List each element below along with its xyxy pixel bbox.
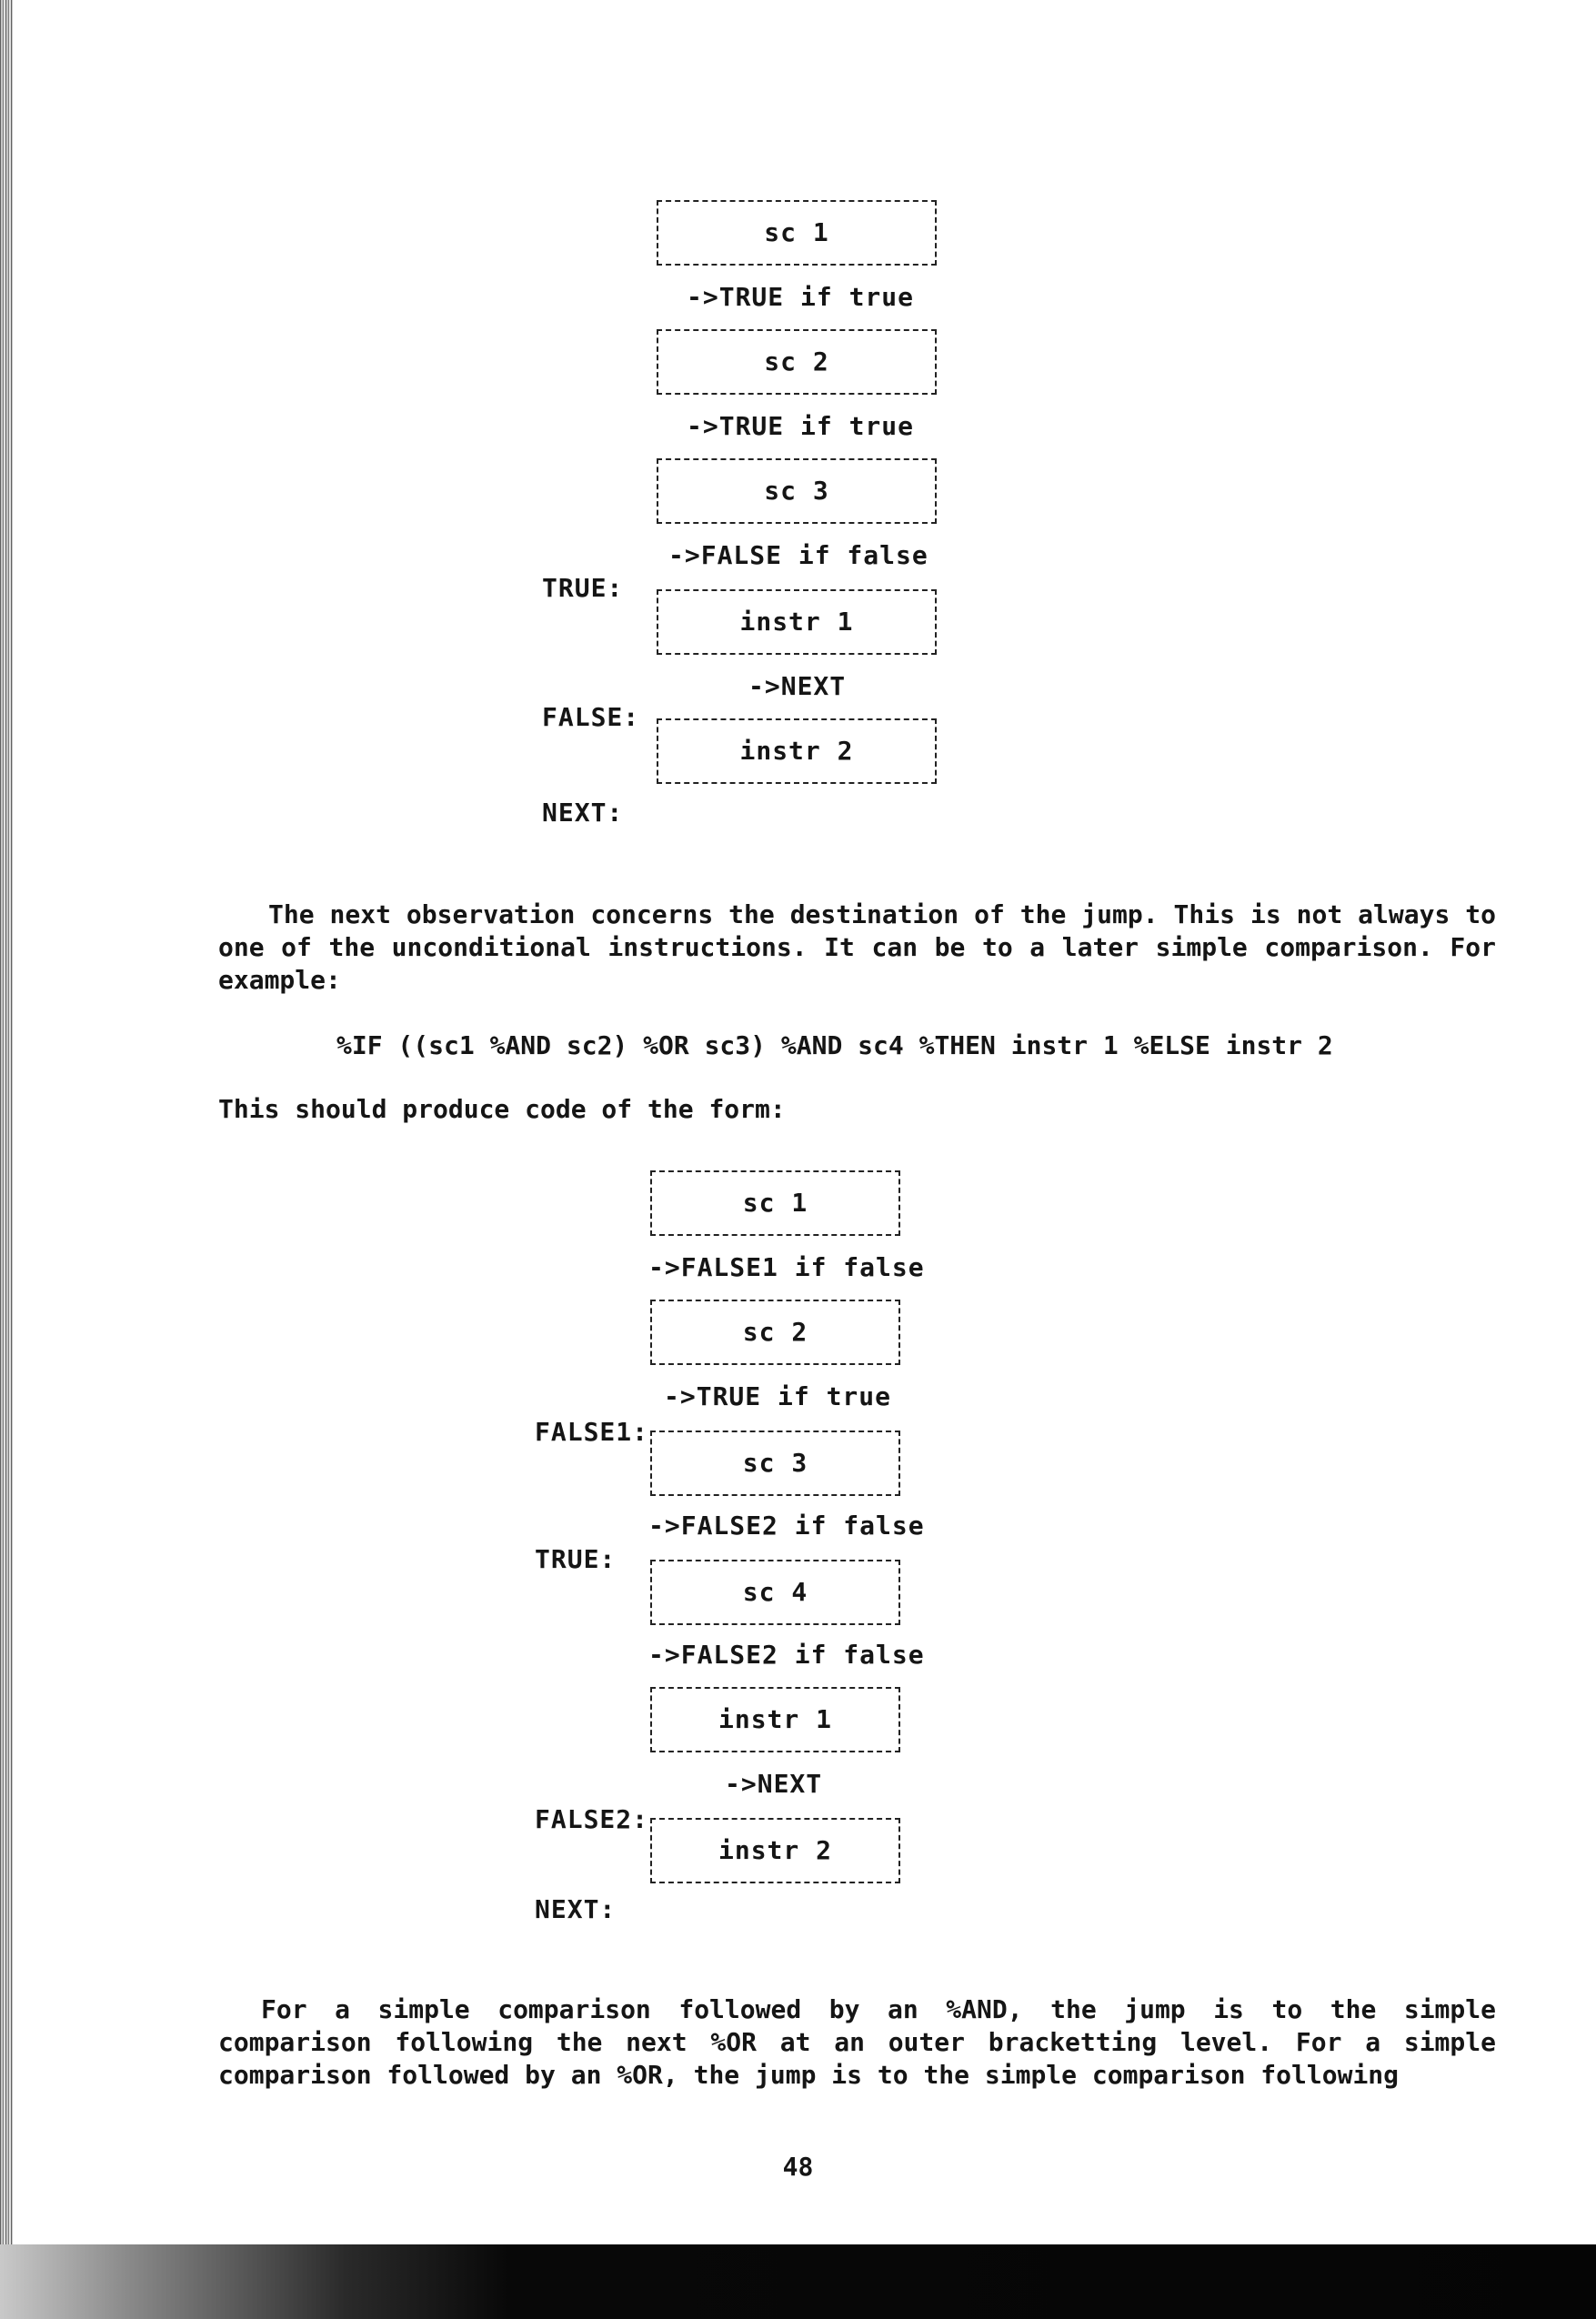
jump-label: ->FALSE2 if false (648, 1511, 925, 1541)
jump-label: ->TRUE if true (687, 282, 915, 312)
box-label: sc 3 (742, 1448, 808, 1478)
code-box (650, 1170, 900, 1236)
code-box (650, 1431, 900, 1496)
lead-in-text: This should produce code of the form: (218, 1094, 786, 1124)
code-box (650, 1818, 900, 1883)
label-true: TRUE: (542, 573, 624, 603)
page-number: 48 (782, 2152, 814, 2182)
label-false: FALSE: (542, 702, 640, 732)
label-true: TRUE: (535, 1544, 617, 1574)
jump-label: ->FALSE1 if false (648, 1252, 925, 1282)
body-paragraph: The next observation concerns the destination of the jump. This is not always to one of the unconditional instructions. It can be to a later simple comparison. For example: (218, 899, 1496, 995)
box-label: sc 2 (764, 346, 829, 376)
jump-label: ->FALSE2 if false (648, 1640, 925, 1670)
code-box (657, 200, 937, 266)
scan-bottom-edge (0, 2244, 1596, 2319)
scan-binding-edge (0, 0, 13, 2246)
label-next: NEXT: (542, 798, 624, 828)
box-label: instr 1 (739, 607, 854, 637)
box-label: sc 1 (764, 217, 829, 247)
code-box (657, 718, 937, 784)
code-box (657, 458, 937, 524)
label-false1: FALSE1: (535, 1417, 649, 1447)
box-label: sc 2 (742, 1317, 808, 1347)
jump-label: ->NEXT (725, 1769, 823, 1799)
code-box (650, 1687, 900, 1752)
box-label: sc 1 (742, 1188, 808, 1218)
box-label: instr 1 (718, 1704, 832, 1734)
body-paragraph: For a simple comparison followed by an %AND, the jump is to the simple comparison following the next %OR at an outer bracketting level. For a simple comparison followed by an %OR, the jump is to the simple comparison following (218, 1994, 1496, 2090)
code-example: %IF ((sc1 %AND sc2) %OR sc3) %AND sc4 %THEN instr 1 %ELSE instr 2 (336, 1030, 1333, 1060)
label-false2: FALSE2: (535, 1804, 649, 1834)
jump-label: ->TRUE if true (687, 411, 915, 441)
code-box (657, 589, 937, 655)
jump-label: ->NEXT (748, 671, 847, 701)
label-next: NEXT: (535, 1894, 617, 1924)
jump-label: ->TRUE if true (664, 1381, 892, 1411)
code-box (650, 1560, 900, 1625)
box-label: sc 4 (742, 1577, 808, 1607)
box-label: instr 2 (739, 736, 854, 766)
code-box (650, 1300, 900, 1365)
code-box (657, 329, 937, 395)
box-label: instr 2 (718, 1835, 832, 1865)
jump-label: ->FALSE if false (668, 540, 928, 570)
box-label: sc 3 (764, 476, 829, 506)
